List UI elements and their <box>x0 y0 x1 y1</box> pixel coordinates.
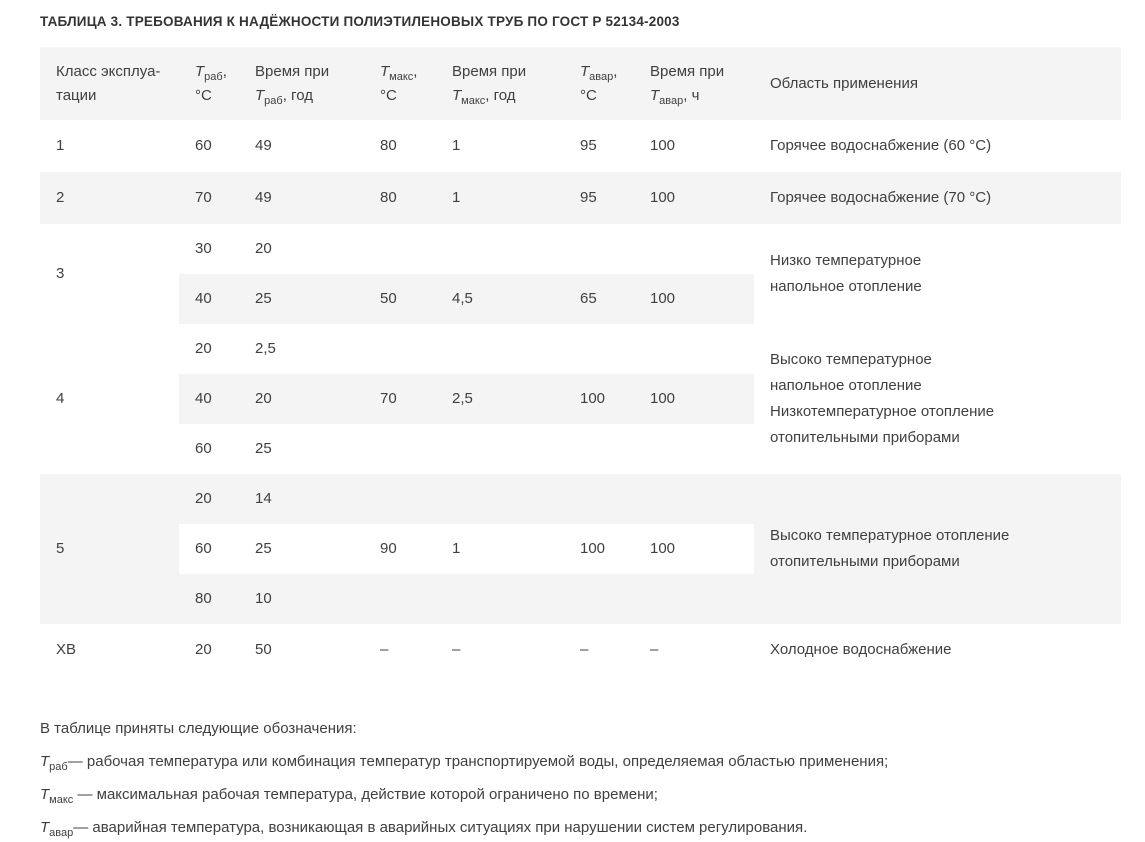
col-header-t-avar: $T_{авар}$, °C <box>580 62 618 104</box>
time-avar-cell: – <box>650 641 659 658</box>
time-rab-cell: 49 <box>255 137 272 154</box>
col-header-time-max: Время при $T_{макс}$, год <box>452 62 527 107</box>
gost-requirements-table <box>40 47 1121 676</box>
t-avar-cell <box>564 324 634 374</box>
t-symbol: T <box>40 753 50 770</box>
col-header-time-rab: Время при $T_{раб}$, год <box>255 62 330 107</box>
area-cell: Низко температурное напольное отопление <box>770 252 922 295</box>
t-avar-cell: – <box>580 641 589 658</box>
t-symbol: T <box>255 86 265 104</box>
t-rab-cell: 40 <box>179 374 239 424</box>
class-cell: 3 <box>56 265 65 282</box>
time-max-cell: 1 <box>436 172 564 224</box>
table-row-class-4-sub-1 <box>40 324 1121 374</box>
class-cell: ХВ <box>56 641 77 658</box>
time-avar-cell: 100 <box>634 172 754 224</box>
time-rab-cell: 25 <box>239 274 364 324</box>
area-cell: Горячее водоснабжение (60 °C) <box>770 137 992 154</box>
time-avar-cell: 100 <box>634 374 754 424</box>
class-cell: 4 <box>56 390 65 407</box>
t-max-cell: – <box>380 641 389 658</box>
t-rab-cell: 70 <box>179 172 239 224</box>
t-avar-cell <box>564 224 634 274</box>
time-max-cell: – <box>452 641 461 658</box>
t-avar-cell: 65 <box>564 274 634 324</box>
table-row-class-5-sub-1 <box>40 474 1121 524</box>
time-max-cell <box>436 324 564 374</box>
area-cell: Высоко температурное отопление отопительными приборами <box>754 474 1121 624</box>
t-rab-cell: 80 <box>179 574 239 624</box>
area-cell: Холодное водоснабжение <box>770 641 952 658</box>
time-max-cell: 4,5 <box>436 274 564 324</box>
t-rab-cell: 20 <box>179 474 239 524</box>
time-max-cell: 2,5 <box>436 374 564 424</box>
t-max-cell: 80 <box>380 137 397 154</box>
col-header-t-max: $T_{макс}$, °C <box>380 62 418 104</box>
time-rab-cell: 2,5 <box>255 340 276 357</box>
t-max-cell <box>364 224 436 274</box>
table-header <box>40 47 1121 120</box>
t-avar-cell: 100 <box>564 524 634 574</box>
t-symbol: T <box>195 62 205 80</box>
t-max-cell: 90 <box>364 524 436 574</box>
time-max-cell <box>436 224 564 274</box>
col-header-area: Область применения <box>770 74 918 92</box>
t-max-cell <box>364 424 436 474</box>
t-rab-cell: 20 <box>195 641 212 658</box>
time-rab-cell: 25 <box>239 524 364 574</box>
time-rab-cell: 20 <box>239 374 364 424</box>
t-avar-cell <box>564 474 634 524</box>
time-max-cell: 1 <box>436 524 564 574</box>
t-rab-cell: 60 <box>179 524 239 574</box>
t-symbol: T <box>40 819 50 836</box>
time-rab-cell: 10 <box>239 574 364 624</box>
legend-item-t-rab: $T_{раб}—$ рабочая температура или комбинация температур транспортируемой воды, определяемая областью применения; <box>40 753 889 773</box>
t-max-cell <box>364 574 436 624</box>
page-title: ТАБЛИЦА 3. ТРЕБОВАНИЯ К НАДЁЖНОСТИ ПОЛИЭТИЛЕНОВЫХ ТРУБ ПО ГОСТ Р 52134-2003 <box>40 14 680 29</box>
t-symbol: T <box>650 86 660 104</box>
time-rab-cell: 50 <box>255 641 272 658</box>
t-rab-cell: 30 <box>195 240 212 257</box>
time-max-cell <box>436 574 564 624</box>
class-cell: 2 <box>40 172 179 224</box>
t-rab-cell: 20 <box>195 340 212 357</box>
class-cell: 5 <box>40 474 179 624</box>
table-legend <box>40 718 1121 839</box>
t-rab-cell: 40 <box>179 274 239 324</box>
t-avar-cell: 100 <box>564 374 634 424</box>
t-avar-cell <box>564 574 634 624</box>
t-avar-cell <box>564 424 634 474</box>
t-avar-cell: 95 <box>580 137 597 154</box>
t-max-cell <box>364 474 436 524</box>
table-body <box>40 120 1121 676</box>
time-max-cell <box>436 474 564 524</box>
table-row-class-1 <box>40 120 1121 172</box>
time-avar-cell <box>634 224 754 274</box>
time-max-cell <box>436 424 564 474</box>
col-header-time-avar: Время при $T_{авар}$, ч <box>650 62 725 107</box>
time-rab-cell: 49 <box>239 172 364 224</box>
time-rab-cell: 25 <box>255 440 272 457</box>
time-avar-cell <box>634 474 754 524</box>
t-max-cell: 70 <box>364 374 436 424</box>
legend-item-t-max: $T_{макс}$ — максимальная рабочая температура, действие которой ограничено по времени; <box>40 786 658 806</box>
t-max-cell: 80 <box>364 172 436 224</box>
t-max-cell: 50 <box>364 274 436 324</box>
area-cell: Горячее водоснабжение (70 °C) <box>754 172 1121 224</box>
col-header-t-rab: $T_{раб}$, °C <box>195 62 227 104</box>
time-avar-cell: 100 <box>650 137 676 154</box>
time-avar-cell <box>634 424 754 474</box>
t-rab-cell: 60 <box>195 137 212 154</box>
time-avar-cell <box>634 574 754 624</box>
table-row-class-2 <box>40 172 1121 224</box>
header-row <box>40 47 1121 120</box>
legend-intro: В таблице приняты следующие обозначения: <box>40 720 357 737</box>
table-row-class-3-sub-1 <box>40 224 1121 274</box>
col-header-class: Класс эксплуа- тации <box>56 62 161 104</box>
time-rab-cell: 14 <box>239 474 364 524</box>
t-symbol: T <box>40 786 50 803</box>
t-symbol: T <box>452 86 462 104</box>
time-avar-cell: 100 <box>634 274 754 324</box>
class-cell: 1 <box>56 137 65 154</box>
t-avar-cell: 95 <box>564 172 634 224</box>
t-rab-cell: 60 <box>195 440 212 457</box>
time-avar-cell <box>634 324 754 374</box>
area-cell: Высоко температурное напольное отопление Низкотемпературное отопление отопительными приборами <box>770 351 995 446</box>
time-avar-cell: 100 <box>634 524 754 574</box>
t-symbol: T <box>380 62 390 80</box>
t-symbol: T <box>580 62 590 80</box>
table-row-class-xb <box>40 624 1121 676</box>
time-max-cell: 1 <box>452 137 461 154</box>
time-rab-cell: 20 <box>255 240 272 257</box>
legend-item-t-avar: $T_{авар}—$ аварийная температура, возникающая в аварийных ситуациях при нарушении систем регулирования. <box>40 819 808 839</box>
t-max-cell <box>364 324 436 374</box>
